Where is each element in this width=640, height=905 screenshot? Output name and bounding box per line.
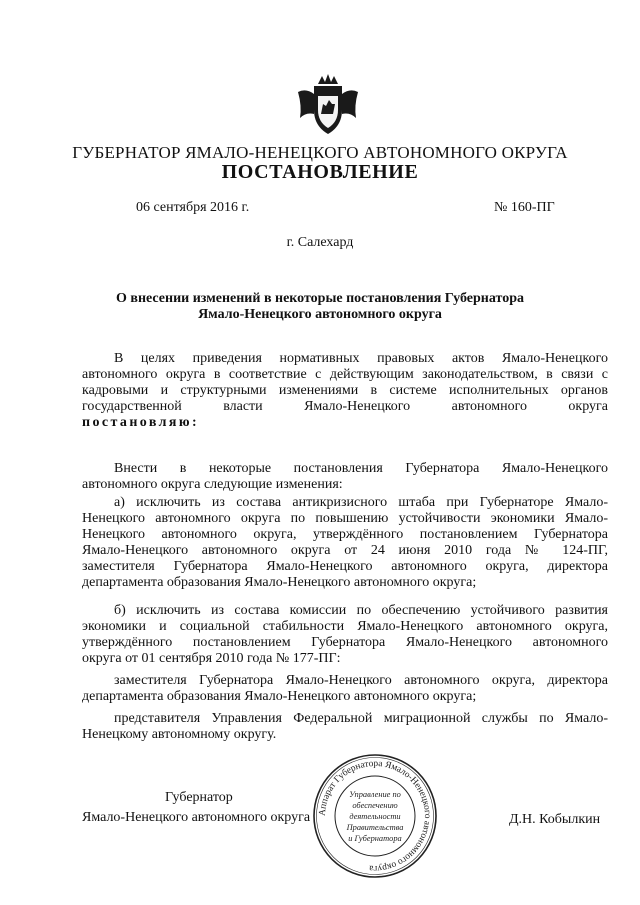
document-city: г. Салехард — [286, 235, 354, 250]
paragraph-line: В целях приведения нормативных правовых актов Ямало-Ненецкого — [114, 351, 608, 366]
svg-text:деятельности: деятельности — [349, 812, 401, 821]
subject-line: О внесении изменений в некоторые постановления Губернатора — [116, 291, 524, 306]
item-a-line: Ямало-Ненецкого автономного округа от 24 июня 2010 года № 124-ПГ, — [82, 543, 608, 558]
signatory-name: Д.Н. Кобылкин — [509, 812, 601, 827]
subject-line: Ямало-Ненецкого автономного округа — [198, 307, 442, 322]
svg-text:Аппарат Губернатора Ямало-Нене: Аппарат Губернатора Ямало-Ненецкого автономного округа — [317, 758, 433, 874]
governor-title: ГУБЕРНАТОР ЯМАЛО-НЕНЕЦКОГО АВТОНОМНОГО ОКРУГА — [72, 143, 568, 162]
svg-text:обеспечению: обеспечению — [352, 801, 398, 810]
item-a-line: а) исключить из состава антикризисного штаба при Губернаторе Ямало- — [114, 495, 608, 510]
item-a-line: Ненецкого автономного округа по повышению устойчивости экономики Ямало- — [82, 511, 608, 526]
document-number: № 160-ПГ — [494, 200, 555, 215]
coat-of-arms-icon — [296, 70, 360, 136]
item-a-line: департамента образования Ямало-Ненецкого автономного округа; — [82, 575, 477, 590]
decree-word: постановляю: — [82, 415, 200, 430]
paragraph-line: кадровыми и структурными изменениями в системе исполнительных органов — [82, 383, 608, 398]
item-b-line: округа от 01 сентября 2010 года № 177-ПГ: — [82, 651, 341, 666]
svg-text:Управление по: Управление по — [349, 790, 401, 799]
item-b-subline: заместителя Губернатора Ямало-Ненецкого автономного округа, директора — [114, 673, 608, 688]
signatory-post: Ямало-Ненецкого автономного округа — [82, 810, 311, 825]
document-date: 06 сентября 2016 г. — [136, 200, 250, 215]
item-b-line: б) исключить из состава комиссии по обеспечению устойчивого развития — [114, 603, 608, 618]
paragraph-line: автономного округа следующие изменения: — [82, 477, 343, 492]
item-b-subline: департамента образования Ямало-Ненецкого автономного округа; — [82, 689, 477, 704]
signatory-post: Губернатор — [165, 790, 233, 805]
svg-text:и Губернатора: и Губернатора — [348, 834, 402, 843]
paragraph-line: автономного округа в соответствие с действующим законодательством, в связи с — [82, 367, 608, 382]
item-a-line: Ненецкого автономного округа, утверждённого постановлением Губернатора — [82, 527, 608, 542]
item-b-line: экономики и социальной стабильности Ямало-Ненецкого автономного округа, — [82, 619, 608, 634]
official-stamp — [311, 752, 439, 880]
svg-text:Правительства: Правительства — [346, 823, 404, 832]
item-b-line: утверждённого постановлением Губернатора Ямало-Ненецкого автономного — [82, 635, 608, 650]
paragraph-line: государственной власти Ямало-Ненецкого автономного округа — [82, 399, 608, 414]
item-b-subline: представителя Управления Федеральной миграционной службы по Ямало- — [114, 711, 608, 726]
item-b-subline: Ненецкому автономному округу. — [82, 727, 277, 742]
item-a-line: заместителя Губернатора Ямало-Ненецкого автономного округа, директора — [82, 559, 608, 574]
paragraph-line: Внести в некоторые постановления Губернатора Ямало-Ненецкого — [114, 461, 608, 476]
document-type: ПОСТАНОВЛЕНИЕ — [221, 161, 419, 183]
